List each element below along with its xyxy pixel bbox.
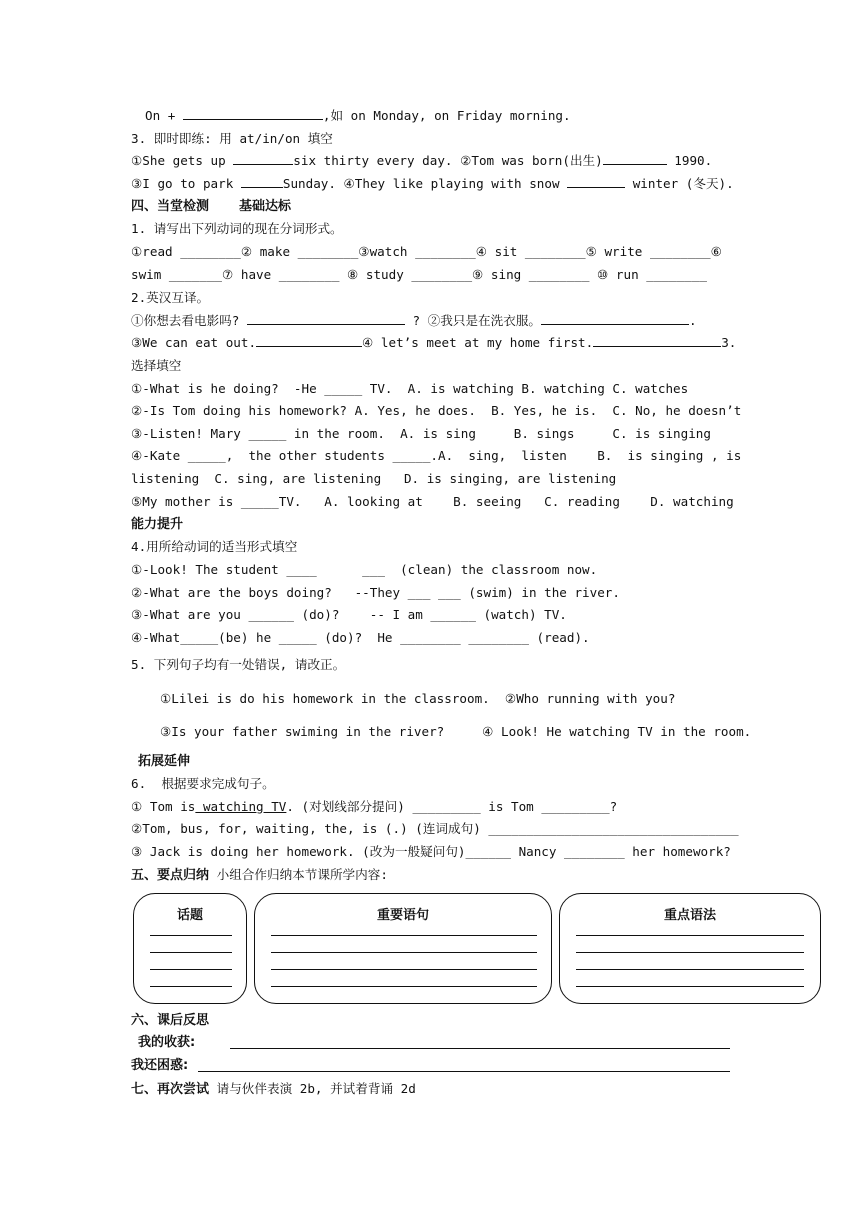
- blank-line[interactable]: [256, 335, 362, 347]
- text: ④ let’s meet at my home first.: [362, 335, 594, 350]
- q3-item-5: ⑤My mother is _____TV. A. looking at B. seeing C. reading D. watching: [131, 494, 734, 509]
- text: six thirty every day. ②Tom was born(出生): [293, 153, 603, 168]
- write-line[interactable]: [150, 986, 232, 987]
- q5-line-1: ①Lilei is do his homework in the classroom. ②Who running with you?: [160, 691, 676, 706]
- extension-heading: 拓展延伸: [138, 754, 191, 769]
- blank-line[interactable]: [247, 313, 405, 325]
- write-line[interactable]: [271, 986, 537, 987]
- write-line[interactable]: [576, 969, 804, 970]
- practice-title: 3. 即时即练: 用 at/in/on 填空: [131, 131, 333, 146]
- blank-line[interactable]: [183, 108, 323, 120]
- text: ① Tom is: [131, 799, 196, 814]
- blank-line[interactable]: [233, 153, 293, 165]
- text: Sunday. ④They like playing with snow: [282, 176, 568, 191]
- q3-item-4-cont: listening C. sing, are listening D. is singing, are listening: [131, 471, 617, 486]
- summary-box-topic: [133, 893, 247, 1004]
- gain-label: 我的收获:: [138, 1035, 196, 1050]
- q3-item-3: ③-Listen! Mary _____ in the room. A. is sing B. sings C. is singing: [131, 426, 711, 441]
- gain-answer-line[interactable]: [230, 1048, 730, 1049]
- text: ,如 on Monday, on Friday morning.: [322, 108, 571, 123]
- q6-item-2: ②Tom, bus, for, waiting, the, is (.) (连词成句) _________________________________: [131, 821, 739, 836]
- write-line[interactable]: [576, 986, 804, 987]
- text: 五、要点归纳: [131, 868, 210, 883]
- section-6-heading: 六、课后反思: [131, 1013, 210, 1028]
- q4-item-1: ①-Look! The student ____ ___ (clean) the classroom now.: [131, 562, 598, 577]
- text: ①She gets up: [131, 153, 234, 168]
- q3-item-1: ①-What is he doing? -He _____ TV. A. is watching B. watching C. watches: [131, 381, 689, 396]
- q2-title: 2.英汉互译。: [131, 290, 210, 305]
- q6-item-3: ③ Jack is doing her homework. (改为一般疑问句)______ Nancy ________ her homework?: [131, 844, 731, 859]
- underlined-text: watching TV: [195, 799, 287, 814]
- text: ③We can eat out.: [131, 335, 257, 350]
- blank-line[interactable]: [567, 176, 625, 188]
- text: 七、再次尝试: [131, 1082, 210, 1097]
- q4-item-4: ④-What_____(be) he _____ (do)? He ________ ________ (read).: [131, 630, 590, 645]
- text: 基础达标: [239, 199, 292, 214]
- section-4-heading: [131, 198, 291, 215]
- q3-title: 选择填空: [131, 358, 182, 373]
- text: 3.: [721, 335, 737, 350]
- blank-line[interactable]: [593, 335, 721, 347]
- blank-line[interactable]: [603, 153, 667, 165]
- box-title: 重要语句: [376, 908, 429, 923]
- write-line[interactable]: [576, 952, 804, 953]
- confusion-answer-line[interactable]: [198, 1071, 730, 1072]
- confusion-label: 我还困惑:: [131, 1058, 189, 1073]
- q4-item-2: ②-What are the boys doing? --They ___ ___ (swim) in the river.: [131, 585, 620, 600]
- write-line[interactable]: [271, 969, 537, 970]
- q2-line-2: [131, 334, 736, 351]
- text: . (对划线部分提问) _________ is Tom _________?: [286, 799, 618, 814]
- practice-line-2: [131, 175, 734, 192]
- q5-line-2: ③Is your father swiming in the river? ④ Look! He watching TV in the room.: [160, 724, 752, 739]
- text: On +: [145, 108, 183, 123]
- q4-title: 4.用所给动词的适当形式填空: [131, 539, 298, 554]
- q2-line-1: [131, 312, 697, 329]
- ability-heading: 能力提升: [131, 517, 184, 532]
- text: .: [689, 313, 697, 328]
- on-usage-line: [145, 107, 571, 124]
- text: ? ②我只是在洗衣服。: [404, 313, 542, 328]
- q1-line-1: ①read ________② make ________③watch ________④ sit ________⑤ write ________⑥: [131, 244, 722, 259]
- q5-title: 5. 下列句子均有一处错误, 请改正。: [131, 657, 346, 672]
- q4-item-3: ③-What are you ______ (do)? -- I am ______ (watch) TV.: [131, 607, 567, 622]
- q1-line-2: swim _______⑦ have ________ ⑧ study ________⑨ sing ________ ⑩ run ________: [131, 267, 707, 282]
- write-line[interactable]: [150, 952, 232, 953]
- box-title: 话题: [176, 908, 203, 923]
- q1-title: 1. 请写出下列动词的现在分词形式。: [131, 221, 343, 236]
- summary-box-grammar: [559, 893, 821, 1004]
- text: 请与伙伴表演 2b, 并试着背诵 2d: [209, 1081, 416, 1096]
- q3-item-4: ④-Kate _____, the other students _____.A. sing, listen B. is singing , is: [131, 448, 742, 463]
- text: 小组合作归纳本节课所学内容:: [209, 867, 388, 882]
- text: winter (冬天).: [625, 176, 734, 191]
- q6-title: 6. 根据要求完成句子。: [131, 776, 275, 791]
- write-line[interactable]: [150, 935, 232, 936]
- text: ③I go to park: [131, 176, 241, 191]
- write-line[interactable]: [271, 952, 537, 953]
- box-title: 重点语法: [663, 908, 716, 923]
- section-5-heading: [131, 866, 388, 884]
- blank-line[interactable]: [541, 313, 689, 325]
- practice-line-1: [131, 152, 712, 169]
- blank-line[interactable]: [241, 176, 283, 188]
- q6-item-1: [131, 798, 617, 815]
- text: 1990.: [666, 153, 713, 168]
- write-line[interactable]: [271, 935, 537, 936]
- write-line[interactable]: [576, 935, 804, 936]
- text: 四、当堂检测: [131, 199, 210, 214]
- q3-item-2: ②-Is Tom doing his homework? A. Yes, he does. B. Yes, he is. C. No, he doesn’t: [131, 403, 742, 418]
- summary-box-sentences: [254, 893, 552, 1004]
- write-line[interactable]: [150, 969, 232, 970]
- section-7-heading: [131, 1080, 416, 1098]
- text: ①你想去看电影吗?: [131, 313, 247, 328]
